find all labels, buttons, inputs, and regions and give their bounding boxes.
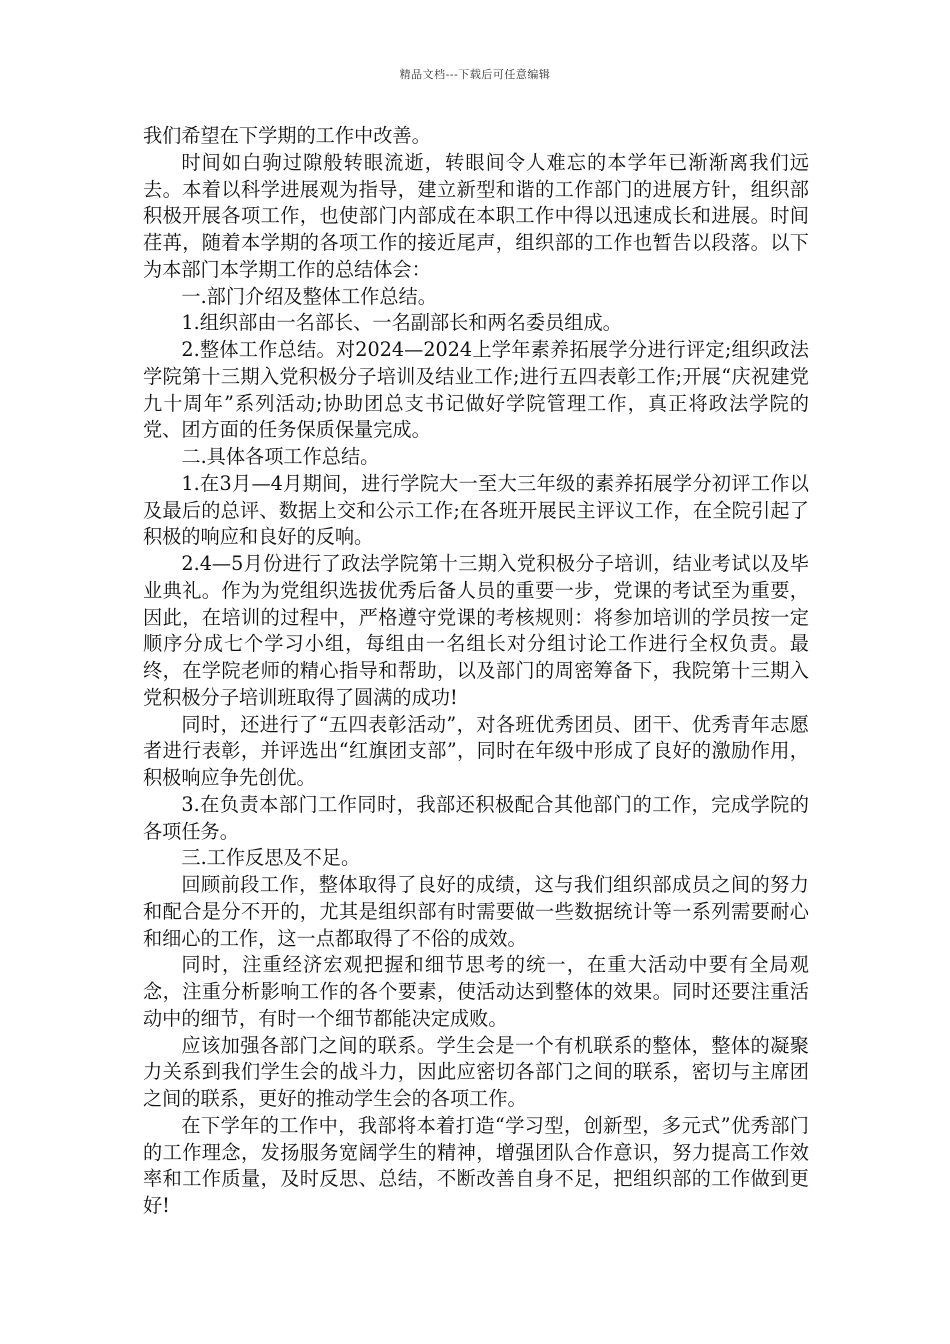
paragraph-11: 应该加强各部门之间的联系。学生会是一个有机联系的整体，整体的凝聚力关系到我们学生会的战斗力，因此应密切各部门之间的联系，密切与主席团之间的联系，更好的推动学生会的各项工作。 [143,1033,809,1110]
section-heading-1: 一.部门介绍及整体工作总结。 [181,284,437,308]
paragraph-7: 同时，还进行了“五四表彰活动”，对各班优秀团员、团干、优秀青年志愿者进行表彰，并评选出“红旗团支部”，同时在年级中形成了良好的激励作用，积极响应争先创优。 [143,712,809,789]
paragraph-10: 同时，注重经济宏观把握和细节思考的统一，在重大活动中要有全局观念，注重分析影响工作的各个要素，使活动达到整体的效果。同时还要注重活动中的细节，有时一个细节都能决定成败。 [143,953,809,1030]
document-body [143,123,809,1220]
section-heading-2: 二.具体各项工作总结。 [181,445,380,468]
paragraph-12: 在下学年的工作中，我部将本着打造“学习型，创新型，多元式”优秀部门的工作理念，发扬服务宽阔学生的精神，增强团队合作意识，努力提高工作效率和工作质量，及时反思、总结，不断改善自身不足，把组织部的工作做到更好! [143,1113,809,1217]
page-header: 精品文档---下载后可任意编辑 [399,68,551,81]
paragraph-5: 1.在3月—4月期间，进行学院大一至大三年级的素养拓展学分初评工作以及最后的总评、数据上交和公示工作;在各班开展民主评议工作，在全院引起了积极的响应和良好的反响。 [143,471,809,549]
paragraph-6: 2.4—5月份进行了政法学院第十三期入党积极分子培训，结业考试以及毕业典礼。作为为党组织选拔优秀后备人员的重要一步，党课的考试至为重要，因此，在培训的过程中，严格遵守党课的考核规则：将参加培训的学员按一定顺序分成七个学习小组，每组由一名组长对分组讨论工作进行全权负责。最终，在学院老师的精心指导和帮助，以及部门的周密筹备下，我院第十三期入党积极分子培训班取得了圆满的成功! [143,552,809,709]
paragraph-2: 时间如白驹过隙般转眼流逝，转眼间令人难忘的本学年已渐渐离我们远去。本着以科学进展观为指导，建立新型和谐的工作部门的进展方针，组织部积极开展各项工作，也使部门内部成在本职工作中得以迅速成长和进展。时间荏苒，随着本学期的各项工作的接近尾声，组织部的工作也暂告以段落。以下为本部门本学期工作的总结体会： [143,150,809,281]
paragraph-3: 1.组织部由一名部长、一名副部长和两名委员组成。 [181,311,622,335]
paragraph-8: 3.在负责本部门工作同时，我部还积极配合其他部门的工作，完成学院的各项任务。 [143,792,809,843]
paragraph-4: 2.整体工作总结。对2024—2024上学年素养拓展学分进行评定;组织政法学院第十三期入党积极分子培训及结业工作;进行五四表彰工作;开展“庆祝建党九十周年”系列活动;协助团总支书记做好学院管理工作，真正将政法学院的党、团方面的任务保质保量完成。 [143,338,809,442]
paragraph-9: 回顾前段工作，整体取得了良好的成绩，这与我们组织部成员之间的努力和配合是分不开的，尤其是组织部有时需要做一些数据统计等一系列需要耐心和细心的工作，这一点都取得了不俗的成效。 [143,873,809,950]
section-heading-3: 三.工作反思及不足。 [181,846,361,870]
paragraph-1: 我们希望在下学期的工作中改善。 [143,124,431,147]
